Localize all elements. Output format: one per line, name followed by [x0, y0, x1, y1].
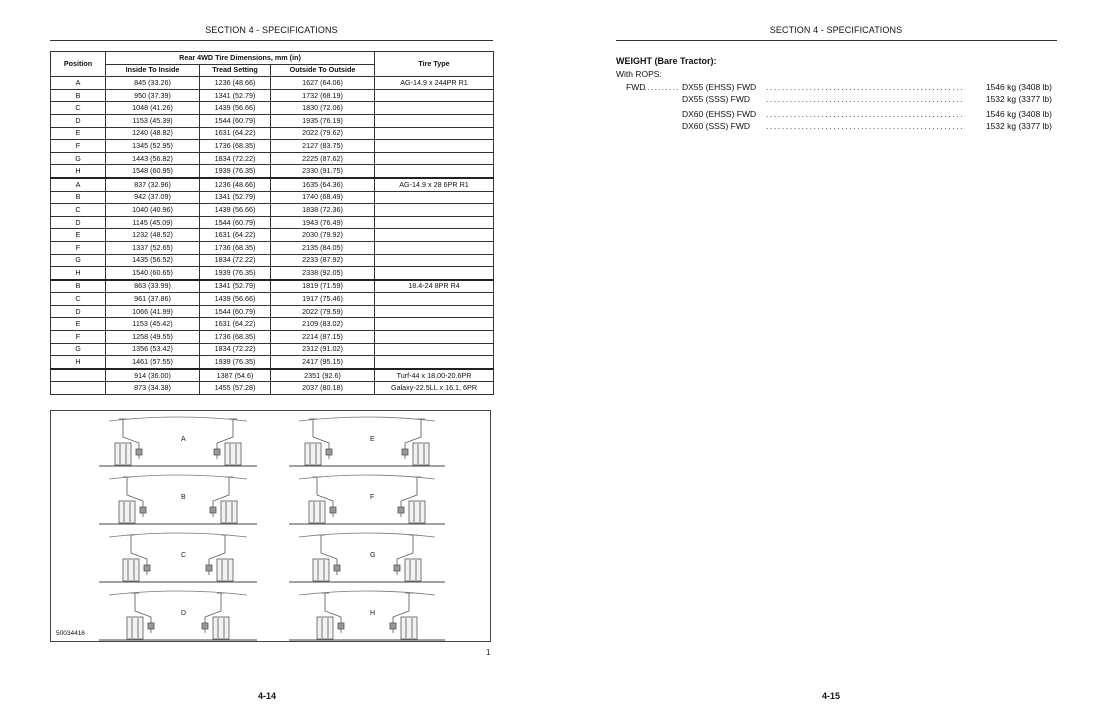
table-row	[51, 241, 494, 254]
cell-tire-type: AG-14.9 x 244PR R1	[375, 77, 494, 90]
cell-outside: 2030 (79.92)	[271, 229, 375, 242]
cell-tire-type	[375, 254, 494, 267]
table-row	[51, 382, 494, 395]
with-rops-label: With ROPS:	[616, 69, 662, 79]
cell-tread: 1631 (64.22)	[200, 127, 271, 140]
cell-position: H	[51, 267, 106, 280]
cell-inside: 942 (37.09)	[106, 191, 200, 204]
wheel-panel	[289, 533, 445, 582]
cell-tire-type	[375, 165, 494, 178]
cell-inside: 845 (33.26)	[106, 77, 200, 90]
weight-model: DX60 (SSS) FWD	[682, 121, 751, 131]
weight-value: 1546 kg (3408 lb)	[985, 109, 1052, 119]
cell-outside: 2135 (84.05)	[271, 241, 375, 254]
cell-position: D	[51, 305, 106, 318]
panel-letter: H	[370, 610, 376, 617]
cell-outside: 2312 (91.02)	[271, 343, 375, 356]
weight-title: WEIGHT (Bare Tractor):	[616, 56, 717, 66]
wheel-panel	[99, 591, 257, 640]
panel-letter: C	[181, 552, 187, 559]
table-row	[51, 89, 494, 102]
table-row	[51, 280, 494, 293]
cell-tread: 1544 (60.79)	[200, 114, 271, 127]
cell-tire-type: Galaxy-22.5LL x 16.1, 6PR	[375, 382, 494, 395]
cell-tire-type	[375, 89, 494, 102]
tire-table-body	[51, 77, 494, 395]
weight-value: 1532 kg (3377 lb)	[985, 94, 1052, 104]
table-row	[51, 77, 494, 90]
header-rule	[616, 40, 1057, 41]
table-row	[51, 127, 494, 140]
cell-inside: 1443 (56.82)	[106, 152, 200, 165]
cell-tire-type	[375, 229, 494, 242]
cell-tread: 1736 (68.35)	[200, 331, 271, 344]
cell-position: D	[51, 114, 106, 127]
cell-tread: 1939 (76.35)	[200, 356, 271, 369]
weight-row	[616, 121, 1052, 133]
cell-outside: 2417 (95.15)	[271, 356, 375, 369]
cell-outside: 1838 (72.36)	[271, 204, 375, 217]
cell-tread: 1439 (56.66)	[200, 293, 271, 306]
table-row	[51, 152, 494, 165]
cell-position: F	[51, 331, 106, 344]
cell-position: F	[51, 241, 106, 254]
cell-position: C	[51, 102, 106, 115]
cell-outside: 1627 (64.06)	[271, 77, 375, 90]
cell-outside: 2022 (79.59)	[271, 305, 375, 318]
cell-tire-type	[375, 305, 494, 318]
panel-letter: A	[181, 436, 186, 443]
cell-inside: 1356 (53.42)	[106, 343, 200, 356]
right-page	[554, 0, 1109, 721]
cell-position: D	[51, 216, 106, 229]
cell-tire-type	[375, 343, 494, 356]
panel-letter: D	[181, 610, 187, 617]
cell-position: E	[51, 318, 106, 331]
cell-inside: 950 (37.39)	[106, 89, 200, 102]
wheel-panel	[289, 417, 445, 466]
cell-outside: 1917 (75.46)	[271, 293, 375, 306]
panel-letter: B	[181, 494, 186, 501]
table-row	[51, 204, 494, 217]
section-header: SECTION 4 - SPECIFICATIONS	[769, 25, 903, 35]
cell-tread: 1236 (48.66)	[200, 77, 271, 90]
table-row	[51, 140, 494, 153]
cell-inside: 1066 (41.99)	[106, 305, 200, 318]
cell-outside: 2225 (87.62)	[271, 152, 375, 165]
cell-inside: 1153 (45.42)	[106, 318, 200, 331]
weight-model: DX55 (EHSS) FWD	[682, 82, 757, 92]
cell-position: E	[51, 127, 106, 140]
tire-dimensions-table	[50, 51, 494, 395]
wheel-panel	[289, 475, 445, 524]
cell-outside: 1740 (68.49)	[271, 191, 375, 204]
cell-inside: 1345 (52.95)	[106, 140, 200, 153]
cell-tread: 1439 (56.66)	[200, 102, 271, 115]
table-row	[51, 178, 494, 191]
cell-position: G	[51, 152, 106, 165]
cell-inside: 1240 (48.82)	[106, 127, 200, 140]
table-row	[51, 216, 494, 229]
cell-inside: 1461 (57.55)	[106, 356, 200, 369]
cell-tire-type	[375, 241, 494, 254]
cell-position: B	[51, 191, 106, 204]
cell-position: F	[51, 140, 106, 153]
cell-position: G	[51, 343, 106, 356]
col-header-position: Position	[51, 52, 106, 77]
cell-tire-type	[375, 331, 494, 344]
cell-inside: 1435 (56.52)	[106, 254, 200, 267]
cell-position: E	[51, 229, 106, 242]
cell-inside: 914 (36.00)	[106, 369, 200, 382]
wheel-panel	[99, 533, 257, 582]
cell-tread: 1834 (72.22)	[200, 152, 271, 165]
cell-outside: 1732 (68.19)	[271, 89, 375, 102]
left-page	[0, 0, 554, 721]
cell-inside: 1145 (45.09)	[106, 216, 200, 229]
col-header-tire-type: Tire Type	[375, 52, 494, 77]
leader-dots: ..................................................	[766, 82, 965, 92]
cell-tire-type	[375, 204, 494, 217]
cell-position	[51, 369, 106, 382]
cell-tread: 1834 (72.22)	[200, 254, 271, 267]
col-header-group: Rear 4WD Tire Dimensions, mm (in)	[106, 52, 375, 65]
cell-tire-type	[375, 191, 494, 204]
cell-tire-type	[375, 293, 494, 306]
cell-outside: 2127 (83.75)	[271, 140, 375, 153]
weight-row	[616, 82, 1052, 94]
cell-tread: 1455 (57.28)	[200, 382, 271, 395]
cell-inside: 837 (32.96)	[106, 178, 200, 191]
cell-tread: 1387 (54.6)	[200, 369, 271, 382]
cell-tread: 1341 (52.79)	[200, 191, 271, 204]
cell-inside: 1153 (45.39)	[106, 114, 200, 127]
page-number: 4-15	[822, 691, 841, 701]
weight-value: 1532 kg (3377 lb)	[985, 121, 1052, 131]
cell-position: C	[51, 204, 106, 217]
cell-inside: 1337 (52.65)	[106, 241, 200, 254]
cell-position: H	[51, 165, 106, 178]
panel-letter: G	[370, 552, 376, 559]
cell-position: C	[51, 293, 106, 306]
cell-outside: 1935 (76.19)	[271, 114, 375, 127]
cell-tread: 1834 (72.22)	[200, 343, 271, 356]
cell-inside: 1048 (41.26)	[106, 102, 200, 115]
weight-model: DX60 (EHSS) FWD	[682, 109, 757, 119]
cell-tread: 1341 (52.79)	[200, 280, 271, 293]
cell-outside: 1635 (64.36)	[271, 178, 375, 191]
leader-dots: ..................................................	[766, 94, 965, 104]
cell-tire-type	[375, 267, 494, 280]
panel-letter: F	[370, 494, 375, 501]
cell-position: A	[51, 178, 106, 191]
table-row	[51, 343, 494, 356]
cell-outside: 2330 (91.75)	[271, 165, 375, 178]
cell-outside: 2214 (87.15)	[271, 331, 375, 344]
cell-tread: 1631 (64.22)	[200, 318, 271, 331]
weight-value: 1546 kg (3408 lb)	[985, 82, 1052, 92]
cell-inside: 961 (37.86)	[106, 293, 200, 306]
cell-outside: 2109 (83.02)	[271, 318, 375, 331]
cell-outside: 2338 (92.05)	[271, 267, 375, 280]
table-row	[51, 318, 494, 331]
cell-inside: 873 (34.38)	[106, 382, 200, 395]
table-row	[51, 165, 494, 178]
table-row	[51, 114, 494, 127]
cell-outside: 2351 (92.6)	[271, 369, 375, 382]
cell-inside: 1232 (48.52)	[106, 229, 200, 242]
table-header-row	[51, 52, 494, 65]
cell-tread: 1939 (76.35)	[200, 165, 271, 178]
cell-tire-type	[375, 127, 494, 140]
table-row	[51, 356, 494, 369]
cell-inside: 1540 (60.65)	[106, 267, 200, 280]
col-header-tread: Tread Setting	[200, 64, 271, 77]
cell-tire-type	[375, 114, 494, 127]
panel-letter: E	[370, 436, 375, 443]
cell-outside: 2022 (79.62)	[271, 127, 375, 140]
wheel-panel	[99, 417, 257, 466]
table-row	[51, 293, 494, 306]
cell-tread: 1439 (56.66)	[200, 204, 271, 217]
wheel-panel	[99, 475, 257, 524]
cell-tire-type	[375, 318, 494, 331]
cell-outside: 1830 (72.06)	[271, 102, 375, 115]
wheel-panel	[289, 591, 445, 640]
table-row	[51, 191, 494, 204]
cell-inside: 1258 (49.55)	[106, 331, 200, 344]
cell-position: H	[51, 356, 106, 369]
section-header: SECTION 4 - SPECIFICATIONS	[205, 25, 338, 35]
table-row	[51, 102, 494, 115]
cell-inside: 1040 (40.96)	[106, 204, 200, 217]
cell-outside: 1819 (71.59)	[271, 280, 375, 293]
cell-tire-type	[375, 356, 494, 369]
cell-outside: 1943 (76.49)	[271, 216, 375, 229]
cell-tread: 1341 (52.79)	[200, 89, 271, 102]
cell-outside: 2037 (80.18)	[271, 382, 375, 395]
figure-id: 50034416	[56, 630, 85, 637]
table-row	[51, 305, 494, 318]
cell-tire-type: 18.4-24 8PR R4	[375, 280, 494, 293]
header-rule	[50, 40, 493, 41]
cell-tire-type	[375, 152, 494, 165]
cell-tire-type	[375, 216, 494, 229]
cell-inside: 863 (33.99)	[106, 280, 200, 293]
cell-position: A	[51, 77, 106, 90]
cell-outside: 2233 (87.92)	[271, 254, 375, 267]
cell-tread: 1736 (68.35)	[200, 241, 271, 254]
cell-tire-type	[375, 140, 494, 153]
table-row	[51, 369, 494, 382]
leader-dots: ..................................................	[766, 109, 965, 119]
cell-tread: 1544 (60.79)	[200, 305, 271, 318]
weight-category: FWD	[626, 82, 646, 92]
col-header-inside: Inside To Inside	[106, 64, 200, 77]
figure-number: 1	[486, 648, 491, 657]
table-row	[51, 331, 494, 344]
cell-inside: 1548 (60.95)	[106, 165, 200, 178]
cell-position: G	[51, 254, 106, 267]
cell-tire-type: Turf-44 x 18.00-20.6PR	[375, 369, 494, 382]
cell-position: B	[51, 89, 106, 102]
cell-tread: 1544 (60.79)	[200, 216, 271, 229]
cell-position: B	[51, 280, 106, 293]
weight-row	[616, 94, 1052, 106]
cell-tread: 1236 (48.66)	[200, 178, 271, 191]
cell-tread: 1631 (64.22)	[200, 229, 271, 242]
cell-tire-type	[375, 102, 494, 115]
leader-dots: ..........	[644, 82, 680, 92]
col-header-outside: Outside To Outside	[271, 64, 375, 77]
cell-tread: 1939 (76.35)	[200, 267, 271, 280]
cell-position	[51, 382, 106, 395]
cell-tread: 1736 (68.35)	[200, 140, 271, 153]
table-row	[51, 229, 494, 242]
weight-model: DX55 (SSS) FWD	[682, 94, 751, 104]
tire-position-figure	[50, 410, 491, 642]
leader-dots: ..................................................	[766, 121, 965, 131]
table-row	[51, 254, 494, 267]
cell-tire-type: AG-14.9 x 28 6PR R1	[375, 178, 494, 191]
wheel-diagram-drawing	[51, 411, 492, 643]
weight-row	[616, 109, 1052, 121]
table-row	[51, 267, 494, 280]
page-number: 4-14	[258, 691, 277, 701]
